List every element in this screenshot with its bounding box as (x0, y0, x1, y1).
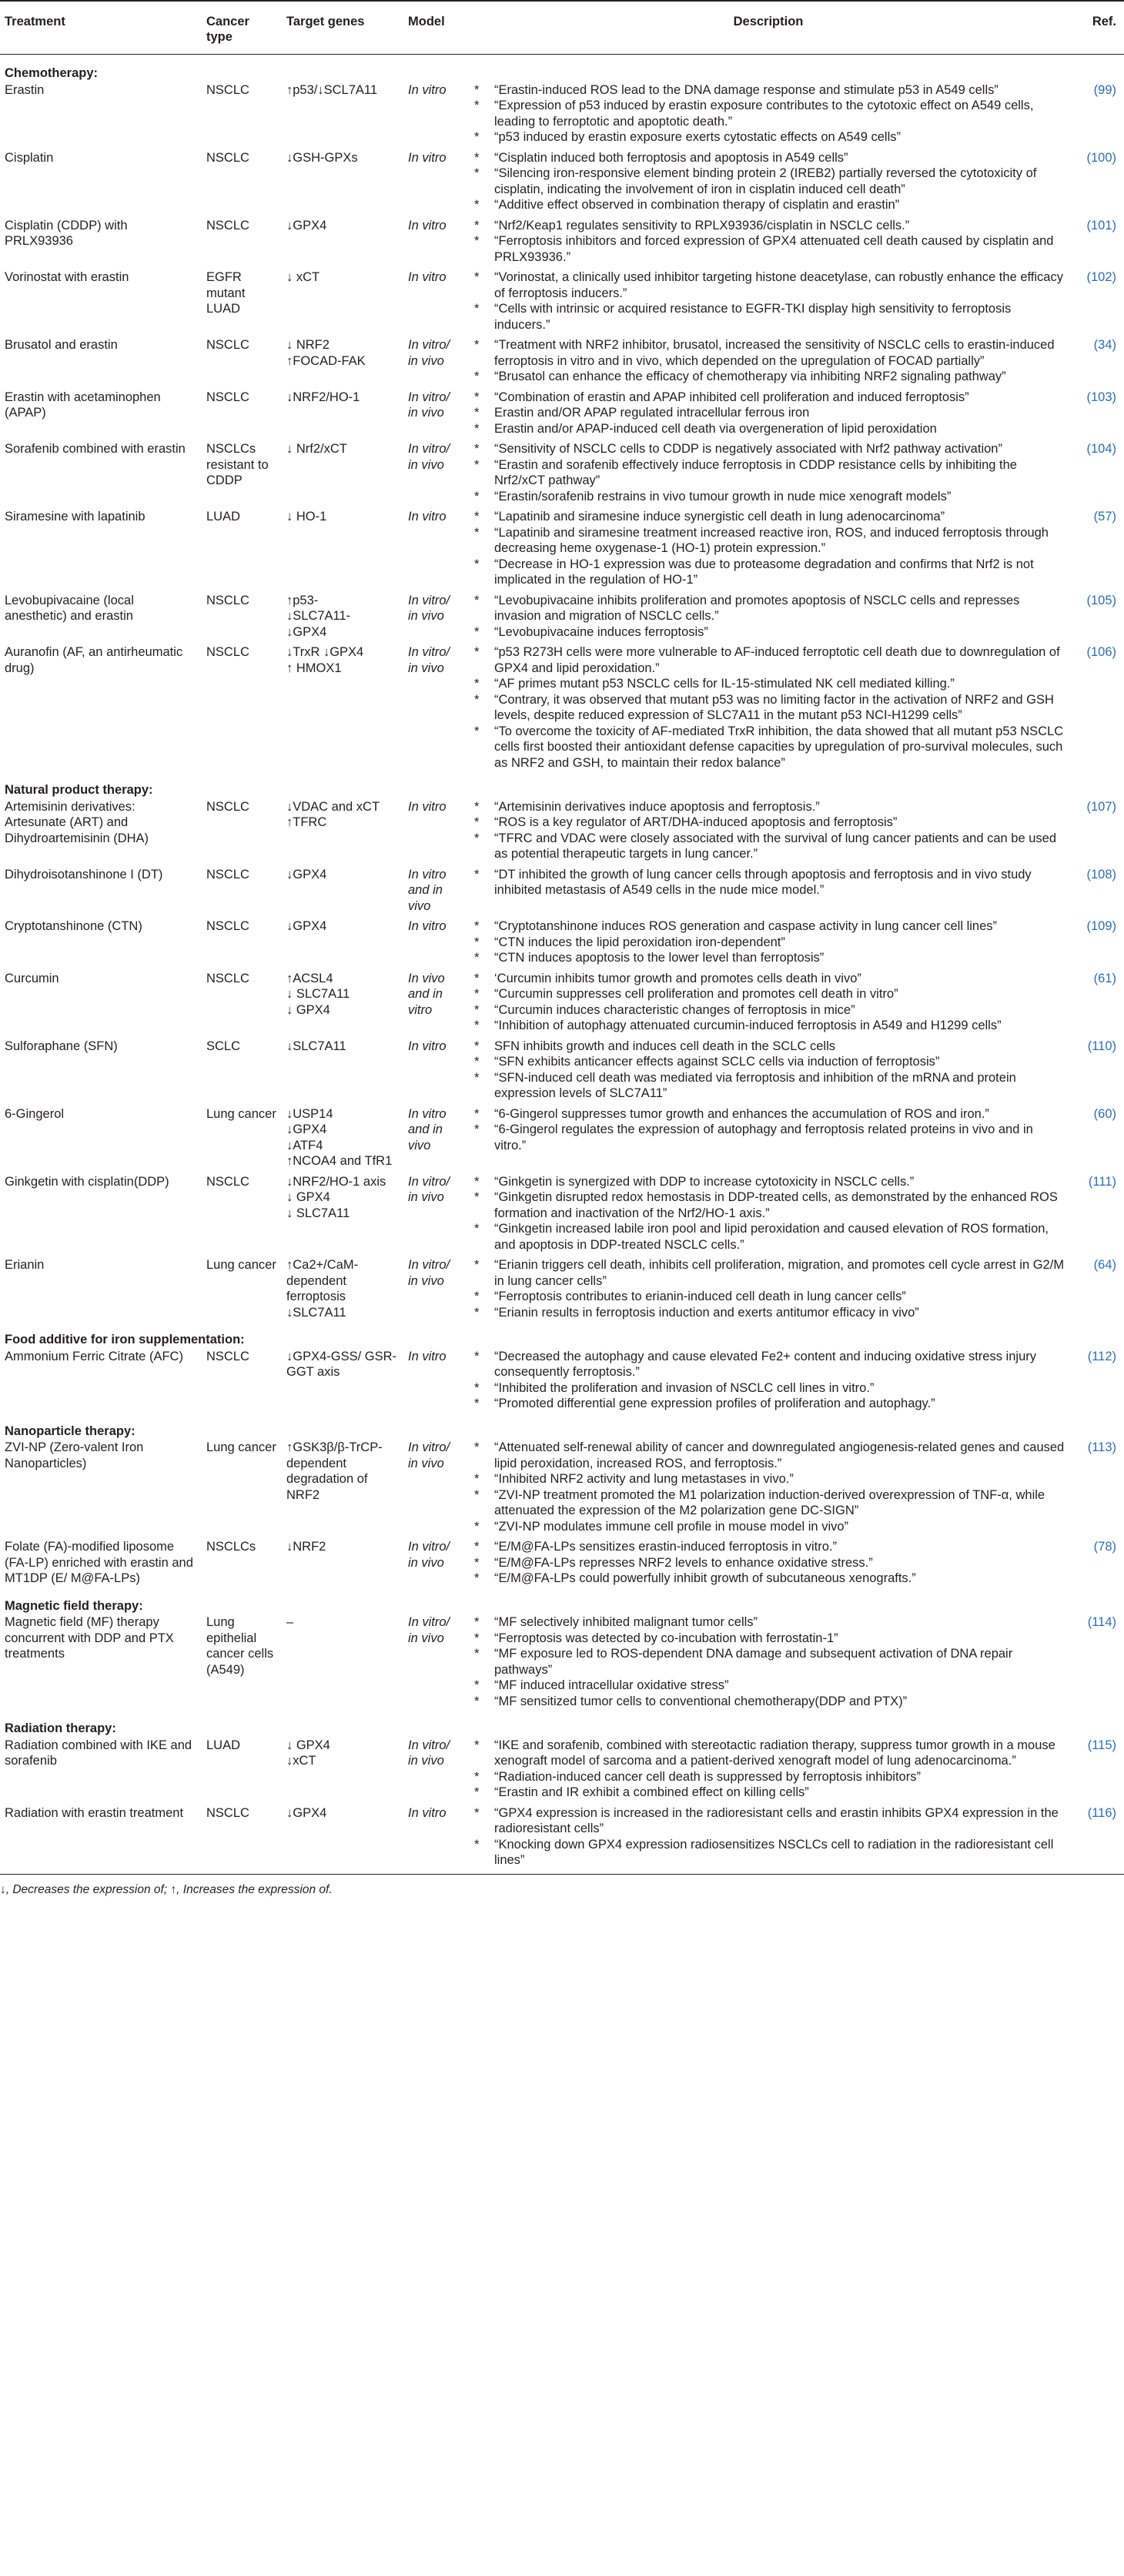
cancer-type-cell: Lung epithelial cancer cells (A549) (206, 1615, 274, 1677)
description-list (471, 867, 1065, 898)
description-list (471, 1174, 1065, 1253)
table-bottom-rule (0, 1874, 1124, 1875)
description-bullet: * “Erianin results in ferroptosis induction and exerts antitumor efficacy in vivo” (471, 1305, 1065, 1321)
description-bullet: * “Knocking down GPX4 expression radiosensitizes NSCLCs cell to radiation in the radioresistant cell lines” (471, 1837, 1065, 1868)
description-list (471, 1257, 1065, 1320)
description-bullet: * “MF induced intracellular oxidative stress” (471, 1678, 1065, 1694)
model-cell: In vitro (408, 150, 447, 165)
reference-link[interactable]: (64) (1093, 1258, 1116, 1272)
target-genes-cell: ↓NRF2/HO-1 axis ↓ GPX4 ↓ SLC7A11 (286, 1174, 386, 1220)
reference-link[interactable]: (103) (1086, 390, 1116, 404)
table-header (0, 1, 1124, 55)
table-row (0, 1805, 1124, 1872)
table-row (0, 1106, 1124, 1173)
description-bullet: * “Expression of p53 induced by erastin exposure contributes to the cytotoxic effect on A549 cells, leading to ferroptotic and apoptotic death.” (471, 98, 1065, 129)
reference-link[interactable]: (105) (1086, 593, 1116, 607)
target-genes-cell: ↓ GPX4 ↓xCT (286, 1738, 330, 1768)
target-genes-cell: ↓VDAC and xCT ↑TFRC (286, 799, 380, 829)
description-bullet: * “Levobupivacaine induces ferroptosis” (471, 624, 1065, 641)
description-bullet: * “Silencing iron-responsive element binding protein 2 (IREB2) partially reversed the cytotoxicity of cisplatin, indicating the involvement of iron in cisplatin induced cell death” (471, 166, 1065, 197)
section-title: Nanoparticle therapy: (5, 1423, 135, 1438)
description-bullet: * “MF sensitized tumor cells to conventional chemotherapy(DDP and PTX)” (471, 1694, 1065, 1710)
description-bullet: * “Radiation-induced cancer cell death is suppressed by ferroptosis inhibitors” (471, 1769, 1065, 1785)
model-cell: In vitro (408, 82, 447, 97)
description-bullet: * “ZVI-NP modulates immune cell profile in mouse model in vivo” (471, 1519, 1065, 1535)
description-cell (467, 798, 1070, 866)
target-genes-cell: ↑GSK3β/β-TrCP-dependent degradation of NRF2 (286, 1440, 383, 1502)
treatment-cell: 6-Gingerol (5, 1106, 65, 1121)
description-cell (467, 866, 1070, 918)
header-target-genes: Target genes (282, 1, 403, 55)
description-bullet: * “Ginkgetin disrupted redox hemostasis in DDP-treated cells, as demonstrated by the enhanced ROS formation and inactivation of the Nrf2/HO-1 axis.” (471, 1189, 1065, 1221)
description-cell (467, 1439, 1070, 1538)
target-genes-cell: ↓ xCT (286, 270, 320, 284)
description-bullet: * “SFN-induced cell death was mediated via ferroptosis and inhibition of the mRNA and protein expression levels of SLC7A11” (471, 1070, 1065, 1102)
model-cell: In vitro/ in vivo (408, 1738, 450, 1768)
description-cell (467, 1173, 1070, 1257)
target-genes-cell: ↓GSH-GPXs (286, 150, 358, 165)
description-bullet: * “Combination of erastin and APAP inhibited cell proliferation and induced ferroptosis” (471, 390, 1065, 406)
reference-link[interactable]: (112) (1087, 1349, 1116, 1363)
treatment-cell: Erianin (5, 1258, 45, 1272)
cancer-type-cell: NSCLC (206, 218, 249, 233)
description-bullet: * “Curcumin suppresses cell proliferation and promotes cell death in vitro” (471, 986, 1065, 1002)
table-row (0, 1173, 1124, 1257)
target-genes-cell: ↓NRF2/HO-1 (286, 390, 360, 404)
description-bullet: * Erastin and/OR APAP regulated intracellular ferrous iron (471, 405, 1065, 421)
description-list (471, 441, 1065, 504)
description-bullet: * “Additive effect observed in combination therapy of cisplatin and erastin” (471, 197, 1065, 213)
target-genes-cell: ↓USP14 ↓GPX4 ↓ATF4 ↑NCOA4 and TfR1 (286, 1106, 393, 1168)
description-bullet: * “MF selectively inhibited malignant tumor cells” (471, 1614, 1065, 1631)
cancer-type-cell: NSCLCs resistant to CDDP (206, 442, 269, 487)
model-cell: In vitro/ in vivo (408, 1615, 450, 1645)
reference-link[interactable]: (104) (1086, 442, 1116, 456)
model-cell: In vitro (408, 510, 447, 524)
description-bullet: * “p53 induced by erastin exposure exerts cytostatic effects on A549 cells” (471, 129, 1065, 146)
target-genes-cell: ↓GPX4 (286, 218, 327, 233)
cancer-type-cell: NSCLC (206, 1805, 249, 1820)
cancer-type-cell: Lung cancer (206, 1258, 276, 1272)
reference-link[interactable]: (108) (1086, 867, 1116, 882)
description-bullet: * “6-Gingerol regulates the expression of autophagy and ferroptosis related proteins in vivo and in vitro.” (471, 1122, 1065, 1153)
cancer-type-cell: LUAD (206, 510, 241, 524)
description-cell (467, 1256, 1070, 1324)
description-bullet: * “E/M@FA-LPs represses NRF2 levels to enhance oxidative stress.” (471, 1555, 1065, 1571)
description-bullet: * “Decrease in HO-1 expression was due to proteasome degradation and confirms that Nrf2 is not implicated in the regulation of HO-1” (471, 557, 1065, 588)
description-cell (467, 970, 1070, 1038)
model-cell: In vitro (408, 1349, 447, 1363)
model-cell: In vitro (408, 1039, 447, 1053)
section-header-row (0, 55, 1124, 82)
table-row (0, 389, 1124, 441)
section-title: Radiation therapy: (5, 1721, 116, 1735)
treatment-cell: Radiation combined with IKE and sorafenib (5, 1738, 192, 1768)
description-list (471, 1349, 1065, 1412)
description-bullet: * “Ferroptosis contributes to erianin-induced cell death in lung cancer cells” (471, 1289, 1065, 1305)
treatment-cell: Magnetic field (MF) therapy concurrent with DDP and PTX treatments (5, 1615, 174, 1661)
cancer-type-cell: LUAD (206, 1738, 241, 1752)
description-cell (467, 1614, 1070, 1713)
treatment-cell: Artemisinin derivatives: Artesunate (ART) and Dihydroartemisinin (DHA) (5, 799, 149, 845)
section-header-row (0, 1713, 1124, 1737)
section-title: Magnetic field therapy: (5, 1598, 143, 1613)
reference-link[interactable]: (111) (1088, 1174, 1116, 1189)
description-bullet: * “Treatment with NRF2 inhibitor, brusatol, increased the sensitivity of NSCLC cells to erastin-induced ferroptosis in vitro and in vivo, which depended on the upregulation of FOCAD partially” (471, 337, 1065, 369)
target-genes-cell: ↓GPX4 (286, 1805, 327, 1820)
description-bullet: * “SFN exhibits anticancer effects against SCLC cells via induction of ferroptosis” (471, 1054, 1065, 1070)
section-header-row (0, 774, 1124, 798)
description-list (471, 1106, 1065, 1154)
treatment-cell: Siramesine with lapatinib (5, 510, 146, 524)
description-bullet: * “Nrf2/Keap1 regulates sensitivity to RPLX93936/cisplatin in NSCLC cells.” (471, 218, 1065, 234)
target-genes-cell: ↓ HO-1 (286, 510, 327, 524)
treatment-cell: Curcumin (5, 971, 59, 985)
target-genes-cell: ↑p53/↓SCL7A11 (286, 82, 378, 97)
model-cell: In vitro (408, 799, 447, 814)
treatment-cell: Cisplatin (5, 150, 54, 165)
table-row (0, 866, 1124, 918)
target-genes-cell: ↓TrxR ↓GPX4 ↑ HMOX1 (286, 645, 364, 675)
model-cell: In vivo and in vitro (408, 971, 445, 1017)
description-bullet: * “Erastin/sorafenib restrains in vivo tumour growth in nude mice xenograft models” (471, 489, 1065, 505)
description-bullet: * “CTN induces apoptosis to the lower level than ferroptosis” (471, 950, 1065, 966)
description-bullet: * “Artemisinin derivatives induce apoptosis and ferroptosis.” (471, 799, 1065, 815)
description-list (471, 1539, 1065, 1587)
treatment-cell: Ginkgetin with cisplatin(DDP) (5, 1174, 169, 1189)
table-row (0, 1256, 1124, 1324)
treatment-cell: Vorinostat with erastin (5, 270, 129, 284)
reference-link[interactable]: (113) (1087, 1440, 1116, 1454)
treatment-cell: Levobupivacaine (local anesthetic) and erastin (5, 593, 134, 623)
description-bullet: * “Ginkgetin is synergized with DDP to increase cytotoxicity in NSCLC cells.” (471, 1174, 1065, 1190)
treatment-cell: ZVI-NP (Zero-valent Iron Nanoparticles) (5, 1440, 144, 1470)
description-bullet: * “Brusatol can enhance the efficacy of chemotherapy via inhibiting NRF2 signaling pathway” (471, 369, 1065, 385)
description-bullet: * “Erastin and IR exhibit a combined effect on killing cells” (471, 1785, 1065, 1801)
section-header-row (0, 1324, 1124, 1348)
target-genes-cell: ↑p53- ↓SLC7A11- ↓GPX4 (286, 593, 351, 639)
target-genes-cell: ↓ Nrf2/xCT (286, 442, 347, 456)
description-list (471, 218, 1065, 266)
description-cell (467, 217, 1070, 269)
description-list (471, 918, 1065, 966)
cancer-type-cell: NSCLC (206, 1174, 249, 1189)
table-body (0, 55, 1124, 1872)
description-bullet: * “Inhibition of autophagy attenuated curcumin-induced ferroptosis in A549 and H1299 cells” (471, 1018, 1065, 1034)
model-cell: In vitro (408, 270, 447, 284)
description-bullet: * “Vorinostat, a clinically used inhibitor targeting histone deacetylase, can robustly enhance the efficacy of ferroptosis inducers.” (471, 269, 1065, 301)
table-row (0, 440, 1124, 508)
model-cell: In vitro/ in vivo (408, 1174, 450, 1204)
cancer-type-cell: NSCLC (206, 593, 249, 607)
description-cell (467, 508, 1070, 592)
treatment-cell: Cisplatin (CDDP) with PRLX93936 (5, 218, 128, 248)
description-list (471, 150, 1065, 213)
description-list (471, 82, 1065, 146)
description-bullet: * “Levobupivacaine inhibits proliferation and promotes apoptosis of NSCLC cells and represses invasion and migration of NSCLC cells.” (471, 593, 1065, 624)
description-cell (467, 1538, 1070, 1591)
description-bullet: * “Ginkgetin increased labile iron pool and lipid peroxidation and caused elevation of ROS formation, and apoptosis in DDP-treated NSCLC cells.” (471, 1221, 1065, 1253)
description-list (471, 1738, 1065, 1801)
description-bullet: * “ROS is a key regulator of ART/DHA-induced apoptosis and ferroptosis” (471, 815, 1065, 831)
target-genes-cell: – (286, 1615, 294, 1629)
description-list (471, 799, 1065, 862)
treatment-cell: Dihydroisotanshinone I (DT) (5, 867, 163, 882)
description-list (471, 593, 1065, 641)
description-bullet: * “ZVI-NP treatment promoted the M1 polarization induction-derived overexpression of TNF-α, while attenuated the expression of the M2 polarization gene DC-SIGN” (471, 1487, 1065, 1519)
table-row (0, 336, 1124, 389)
description-bullet: * “Promoted differential gene expression profiles of proliferation and autophagy.” (471, 1396, 1065, 1412)
cancer-type-cell: EGFR mutant LUAD (206, 270, 246, 316)
reference-link[interactable]: (78) (1093, 1540, 1116, 1554)
target-genes-cell: ↑ACSL4 ↓ SLC7A11 ↓ GPX4 (286, 971, 350, 1017)
description-list (471, 1039, 1065, 1102)
description-bullet: * “Inhibited NRF2 activity and lung metastases in vivo.” (471, 1471, 1065, 1487)
treatment-cell: Ammonium Ferric Citrate (AFC) (5, 1349, 183, 1363)
cancer-type-cell: NSCLCs (206, 1540, 256, 1554)
description-bullet: * “AF primes mutant p53 NSCLC cells for IL-15-stimulated NK cell mediated killing.” (471, 676, 1065, 692)
description-bullet: * “To overcome the toxicity of AF-mediated TrxR inhibition, the data showed that all mutant p53 NSCLC cells first boosted their antioxidant defense capacities by upregulation of pro-survival molecules, such as NRF2 and GSH, to maintain their redox balance” (471, 724, 1065, 771)
target-genes-cell: ↓NRF2 (286, 1540, 326, 1554)
description-cell (467, 918, 1070, 970)
section-header-row (0, 1416, 1124, 1440)
cancer-type-cell: SCLC (206, 1039, 241, 1053)
description-list (471, 390, 1065, 437)
reference-link[interactable]: (61) (1093, 971, 1116, 985)
treatment-cell: Radiation with erastin treatment (5, 1805, 184, 1820)
cancer-type-cell: NSCLC (206, 971, 249, 985)
description-bullet: * Erastin and/or APAP-induced cell death via overgeneration of lipid peroxidation (471, 421, 1065, 437)
reference-link[interactable]: (115) (1087, 1738, 1116, 1752)
table-row (0, 1038, 1124, 1106)
treatment-cell: Auranofin (AF, an antirheumatic drug) (5, 645, 183, 675)
reference-link[interactable]: (116) (1087, 1805, 1116, 1820)
target-genes-cell: ↓GPX4-GSS/ GSR-GGT axis (286, 1349, 397, 1379)
table-row (0, 149, 1124, 217)
target-genes-cell: ↓ NRF2 ↑FOCAD-FAK (286, 338, 366, 368)
model-cell: In vitro/ in vivo (408, 1440, 450, 1470)
description-list (471, 644, 1065, 771)
description-cell (467, 1805, 1070, 1872)
treatment-cell: Folate (FA)-modified liposome (FA-LP) enriched with erastin and MT1DP (E/ M@FA-LPs) (5, 1540, 193, 1585)
cancer-type-cell: NSCLC (206, 919, 249, 933)
cancer-type-cell: NSCLC (206, 799, 249, 814)
section-title: Chemotherapy: (5, 66, 99, 80)
header-treatment: Treatment (0, 1, 202, 55)
treatment-cell: Sulforaphane (SFN) (5, 1039, 118, 1053)
cancer-type-cell: NSCLC (206, 82, 249, 97)
table-row (0, 269, 1124, 336)
header-ref: Ref. (1070, 1, 1124, 55)
header-model: Model (403, 1, 467, 55)
reference-link[interactable]: (102) (1086, 270, 1116, 284)
description-cell (467, 269, 1070, 336)
model-cell: In vitro (408, 919, 447, 933)
description-bullet: * “Lapatinib and siramesine treatment increased reactive iron, ROS, and induced ferroptosis through decreasing heme oxygenase-1 (HO-1) protein expression.” (471, 525, 1065, 557)
table-row (0, 1737, 1124, 1805)
reference-link[interactable]: (101) (1086, 218, 1116, 233)
description-bullet: * “TFRC and VDAC were closely associated with the survival of lung cancer patients and can be used as potential therapeutic targets in lung cancer.” (471, 831, 1065, 862)
description-cell (467, 1348, 1070, 1416)
description-bullet: * “Decreased the autophagy and cause elevated Fe2+ content and inducing oxidative stress injury consequently ferroptosis.” (471, 1349, 1065, 1380)
description-bullet: * “GPX4 expression is increased in the radioresistant cells and erastin inhibits GPX4 expression in the radioresistant cells” (471, 1805, 1065, 1837)
description-list (471, 509, 1065, 588)
description-list (471, 337, 1065, 385)
table-row (0, 82, 1124, 149)
description-list (471, 1614, 1065, 1709)
description-bullet: * “Ferroptosis inhibitors and forced expression of GPX4 attenuated cell death caused by cisplatin and PRLX93936.” (471, 233, 1065, 265)
table-row (0, 644, 1124, 774)
model-cell: In vitro/ in vivo (408, 645, 450, 675)
reference-link[interactable]: (34) (1093, 338, 1116, 352)
reference-link[interactable]: (57) (1093, 510, 1116, 524)
header-description: Description (467, 1, 1070, 55)
header-cancer-type: Cancer type (202, 1, 282, 55)
description-bullet: * “CTN induces the lipid peroxidation iron-dependent” (471, 935, 1065, 951)
description-bullet: * “Contrary, it was observed that mutant p53 was no limiting factor in the activation of NRF2 and GSH levels, despite reduced expression of SLC7A11 in the mutant p53 NCI-H1299 cells” (471, 692, 1065, 724)
description-bullet: * “Lapatinib and siramesine induce synergistic cell death in lung adenocarcinoma” (471, 509, 1065, 525)
table-row (0, 1348, 1124, 1416)
description-bullet: * “Cisplatin induced both ferroptosis and apoptosis in A549 cells” (471, 150, 1065, 166)
description-bullet: * “Cryptotanshinone induces ROS generation and caspase activity in lung cancer cell lines” (471, 918, 1065, 935)
treatment-cell: Brusatol and erastin (5, 338, 118, 352)
table-row (0, 592, 1124, 644)
model-cell: In vitro/ in vivo (408, 390, 450, 420)
section-title: Natural product therapy: (5, 783, 153, 797)
model-cell: In vitro/ in vivo (408, 338, 450, 368)
description-list (471, 269, 1065, 333)
description-list (471, 971, 1065, 1034)
description-bullet: * “Cells with intrinsic or acquired resistance to EGFR-TKI display high sensitivity to ferroptosis inducers.” (471, 301, 1065, 333)
cancer-type-cell: NSCLC (206, 390, 249, 404)
table-row (0, 1614, 1124, 1713)
reference-link[interactable]: (107) (1086, 799, 1116, 814)
reference-link[interactable]: (106) (1086, 645, 1116, 659)
table-row (0, 1439, 1124, 1538)
treatment-cell: Sorafenib combined with erastin (5, 442, 186, 456)
model-cell: In vitro/ in vivo (408, 593, 450, 623)
model-cell: In vitro/ in vivo (408, 1258, 450, 1288)
reference-link[interactable]: (109) (1086, 919, 1116, 933)
description-bullet: * “Curcumin induces characteristic changes of ferroptosis in mice” (471, 1002, 1065, 1019)
description-cell (467, 389, 1070, 441)
description-bullet: * “Attenuated self-renewal ability of cancer and downregulated angiogenesis-related genes and caused lipid peroxidation, increased ROS, and ferroptosis.” (471, 1440, 1065, 1471)
model-cell: In vitro and in vivo (408, 867, 447, 913)
reference-link[interactable]: (100) (1086, 150, 1116, 165)
description-bullet: * “Erastin and sorafenib effectively induce ferroptosis in CDDP resistance cells by inhibiting the Nrf2/xCT pathway” (471, 457, 1065, 489)
cancer-type-cell: NSCLC (206, 338, 249, 352)
description-cell (467, 1106, 1070, 1173)
reference-link[interactable]: (110) (1087, 1039, 1116, 1053)
description-cell (467, 149, 1070, 217)
cancer-type-cell: NSCLC (206, 867, 249, 882)
description-bullet: * “IKE and sorafenib, combined with stereotactic radiation therapy, suppress tumor growth in a mouse xenograft model of sarcoma and a patient-derived xenograft model of lung adenocarcinoma.” (471, 1738, 1065, 1769)
table-row (0, 217, 1124, 269)
reference-link[interactable]: (60) (1093, 1106, 1116, 1121)
description-list (471, 1440, 1065, 1534)
table-row (0, 798, 1124, 866)
description-bullet: * “E/M@FA-LPs sensitizes erastin-induced ferroptosis in vitro.” (471, 1539, 1065, 1555)
description-bullet: * SFN inhibits growth and induces cell death in the SCLC cells (471, 1039, 1065, 1055)
description-bullet: * “Ferroptosis was detected by co-incubation with ferrostatin-1” (471, 1631, 1065, 1647)
cancer-type-cell: NSCLC (206, 1349, 249, 1363)
model-cell: In vitro/ in vivo (408, 1540, 450, 1570)
description-cell (467, 592, 1070, 644)
target-genes-cell: ↓GPX4 (286, 867, 327, 882)
description-bullet: * “6-Gingerol suppresses tumor growth and enhances the accumulation of ROS and iron.” (471, 1106, 1065, 1122)
description-bullet: * “Erianin triggers cell death, inhibits cell proliferation, migration, and promotes cell cycle arrest in G2/M in lung cancer cells” (471, 1257, 1065, 1289)
table-row (0, 1538, 1124, 1591)
cancer-type-cell: Lung cancer (206, 1106, 276, 1121)
section-title: Food additive for iron supplementation: (5, 1333, 245, 1347)
description-bullet: * ‘Curcumin inhibits tumor growth and promotes cells death in vivo” (471, 971, 1065, 987)
description-bullet: * “Inhibited the proliferation and invasion of NSCLC cell lines in vitro.” (471, 1380, 1065, 1397)
description-cell (467, 1038, 1070, 1106)
description-bullet: * “E/M@FA-LPs could powerfully inhibit growth of subcutaneous xenografts.” (471, 1571, 1065, 1587)
cancer-type-cell: NSCLC (206, 150, 249, 165)
table-footnote: ↓, Decreases the expression of; ↑, Increases the expression of. (0, 1883, 333, 1896)
target-genes-cell: ↓GPX4 (286, 919, 327, 933)
model-cell: In vitro/ in vivo (408, 442, 450, 472)
model-cell: In vitro and in vivo (408, 1106, 447, 1153)
treatment-cell: Cryptotanshinone (CTN) (5, 919, 142, 933)
description-cell (467, 336, 1070, 389)
model-cell: In vitro (408, 1805, 447, 1820)
treatment-cell: Erastin with acetaminophen (APAP) (5, 390, 161, 420)
description-bullet: * “DT inhibited the growth of lung cancer cells through apoptosis and ferroptosis and in vivo study inhibited metastasis of A549 cells in the nude mice model.” (471, 867, 1065, 898)
reference-link[interactable]: (99) (1093, 82, 1116, 97)
description-cell (467, 1737, 1070, 1805)
cancer-type-cell: Lung cancer (206, 1440, 276, 1454)
description-list (471, 1805, 1065, 1868)
description-cell (467, 440, 1070, 508)
table-row (0, 970, 1124, 1038)
treatment-cell: Erastin (5, 82, 45, 97)
model-cell: In vitro (408, 218, 447, 233)
description-bullet: * “Sensitivity of NSCLC cells to CDDP is negatively associated with Nrf2 pathway activation” (471, 441, 1065, 457)
description-cell (467, 644, 1070, 774)
cancer-type-cell: NSCLC (206, 645, 249, 659)
description-bullet: * “Erastin-induced ROS lead to the DNA damage response and stimulate p53 in A549 cells” (471, 82, 1065, 99)
reference-link[interactable]: (114) (1087, 1615, 1116, 1629)
section-header-row (0, 1591, 1124, 1614)
description-bullet: * “p53 R273H cells were more vulnerable to AF-induced ferroptotic cell death due to downregulation of GPX4 and lipid peroxidation.” (471, 644, 1065, 676)
description-bullet: * “MF exposure led to ROS-dependent DNA damage and subsequent activation of DNA repair pathways” (471, 1646, 1065, 1678)
description-cell (467, 82, 1070, 149)
target-genes-cell: ↑Ca2+/CaM-dependent ferroptosis ↓SLC7A11 (286, 1258, 359, 1320)
table-row (0, 508, 1124, 592)
table-row (0, 918, 1124, 970)
target-genes-cell: ↓SLC7A11 (286, 1039, 346, 1053)
